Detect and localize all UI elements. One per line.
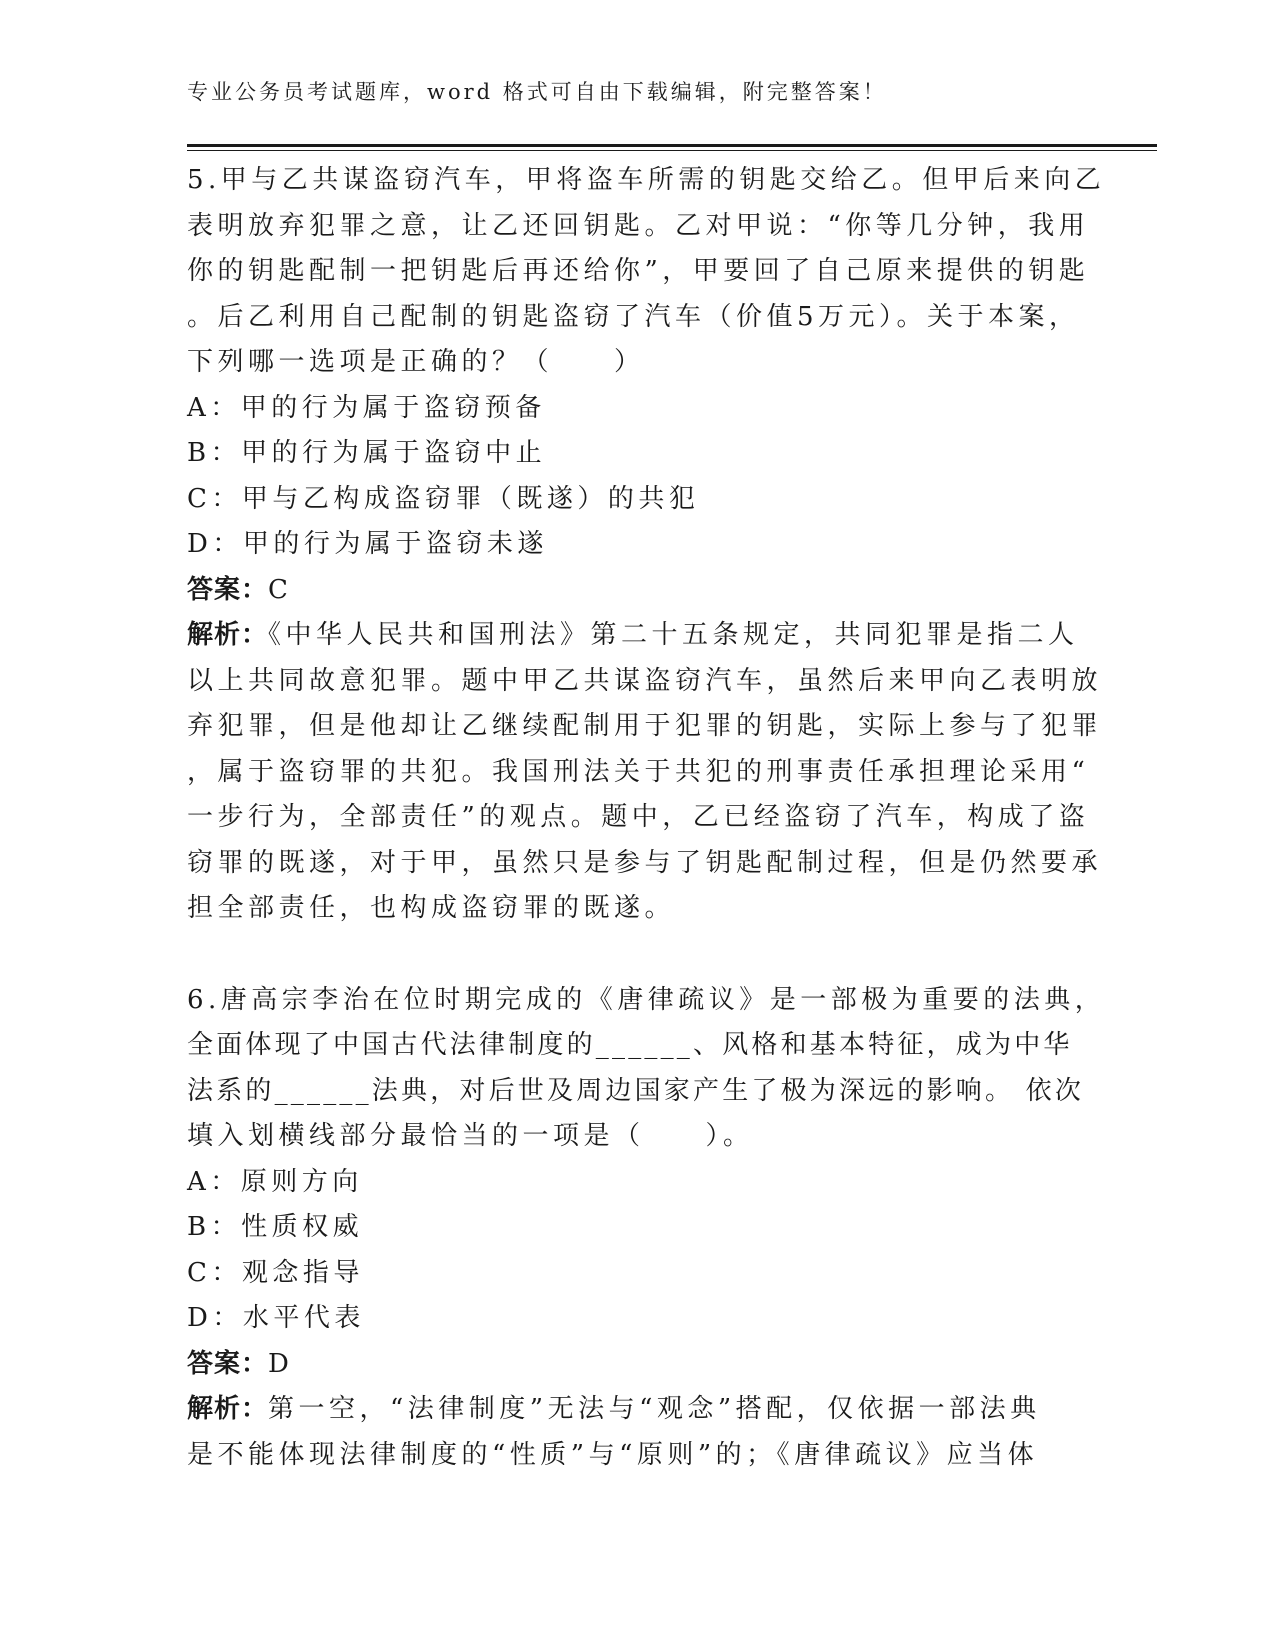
answer-line <box>187 1342 1067 1388</box>
question-text-line: 全面体现了中国古代法律制度的______、风格和基本特征，成为中华 <box>187 1030 1073 1060</box>
analysis-line <box>187 613 1079 659</box>
question-text-line: 5.甲与乙共谋盗窃汽车，甲将盗车所需的钥匙交给乙。但甲后来向乙 <box>187 165 1106 195</box>
question-text-line: 表明放弃犯罪之意，让乙还回钥匙。乙对甲说：“你等几分钟，我用 <box>187 210 1090 241</box>
answer-value: D <box>268 1348 294 1379</box>
header-divider-thick <box>187 144 1157 147</box>
page-header: 专业公务员考试题库，word 格式可自由下载编辑，附完整答案！ <box>187 80 887 104</box>
question-text-line: 你的钥匙配制一把钥匙后再还给你”，甲要回了自己原来提供的钥匙 <box>187 256 1090 286</box>
option-b: B：甲的行为属于盗窃中止 <box>187 438 547 468</box>
question-text-line: 下列哪一选项是正确的？（ ） <box>187 347 645 377</box>
analysis-label: 解析： <box>187 620 269 650</box>
answer-label: 答案： <box>187 574 269 605</box>
answer-label: 答案： <box>187 1348 269 1379</box>
analysis-line: 是不能体现法律制度的“性质”与“原则”的；《唐律疏议》应当体 <box>187 1439 1039 1470</box>
answer-line <box>187 568 1067 614</box>
question-text-line: 。后乙利用自己配制的钥匙盗窃了汽车（价值5万元）。关于本案， <box>187 301 1080 332</box>
option-a: A：原则方向 <box>187 1166 363 1197</box>
option-c: C：甲与乙构成盗窃罪（既遂）的共犯 <box>187 483 700 514</box>
question-text-line: 填入划横线部分最恰当的一项是（ ）。 <box>187 1121 754 1151</box>
question-text-line: 6.唐高宗李治在位时期完成的《唐律疏议》是一部极为重要的法典， <box>187 984 1106 1015</box>
option-a: A：甲的行为属于盗窃预备 <box>187 392 546 423</box>
analysis-line <box>187 1387 1067 1433</box>
question-6 <box>187 978 1106 1479</box>
question-spacer <box>187 932 1067 978</box>
question-text-line: 法系的______法典，对后世及周边国家产生了极为深远的影响。 依次 <box>187 1075 1085 1106</box>
option-c: C：观念指导 <box>187 1257 364 1288</box>
analysis-line: 一步行为，全部责任”的观点。题中，乙已经盗窃了汽车，构成了盗 <box>187 802 1090 832</box>
question-5 <box>187 158 1106 932</box>
analysis-line: 弃犯罪，但是他却让乙继续配制用于犯罪的钥匙，实际上参与了犯罪 <box>187 711 1103 741</box>
option-b: B：性质权威 <box>187 1212 364 1242</box>
document-body <box>187 158 1106 1478</box>
analysis-line: 以上共同故意犯罪。题中甲乙共谋盗窃汽车，虽然后来甲向乙表明放 <box>187 665 1103 696</box>
option-d: D：甲的行为属于盗窃未遂 <box>187 529 548 559</box>
header-divider-thin <box>187 150 1157 151</box>
analysis-text: 第一空，“法律制度”无法与“观念”搭配，仅依据一部法典 <box>268 1394 1041 1424</box>
analysis-line: 担全部责任，也构成盗窃罪的既遂。 <box>187 893 676 923</box>
analysis-line: 窃罪的既遂，对于甲，虽然只是参与了钥匙配制过程，但是仍然要承 <box>187 847 1103 878</box>
analysis-label: 解析： <box>187 1394 269 1424</box>
answer-value: C <box>268 574 293 605</box>
option-d: D：水平代表 <box>187 1303 365 1333</box>
analysis-line: ，属于盗窃罪的共犯。我国刑法关于共犯的刑事责任承担理论采用“ <box>187 756 1090 787</box>
analysis-text: 《中华人民共和国刑法》第二十五条规定，共同犯罪是指二人 <box>268 620 1079 650</box>
